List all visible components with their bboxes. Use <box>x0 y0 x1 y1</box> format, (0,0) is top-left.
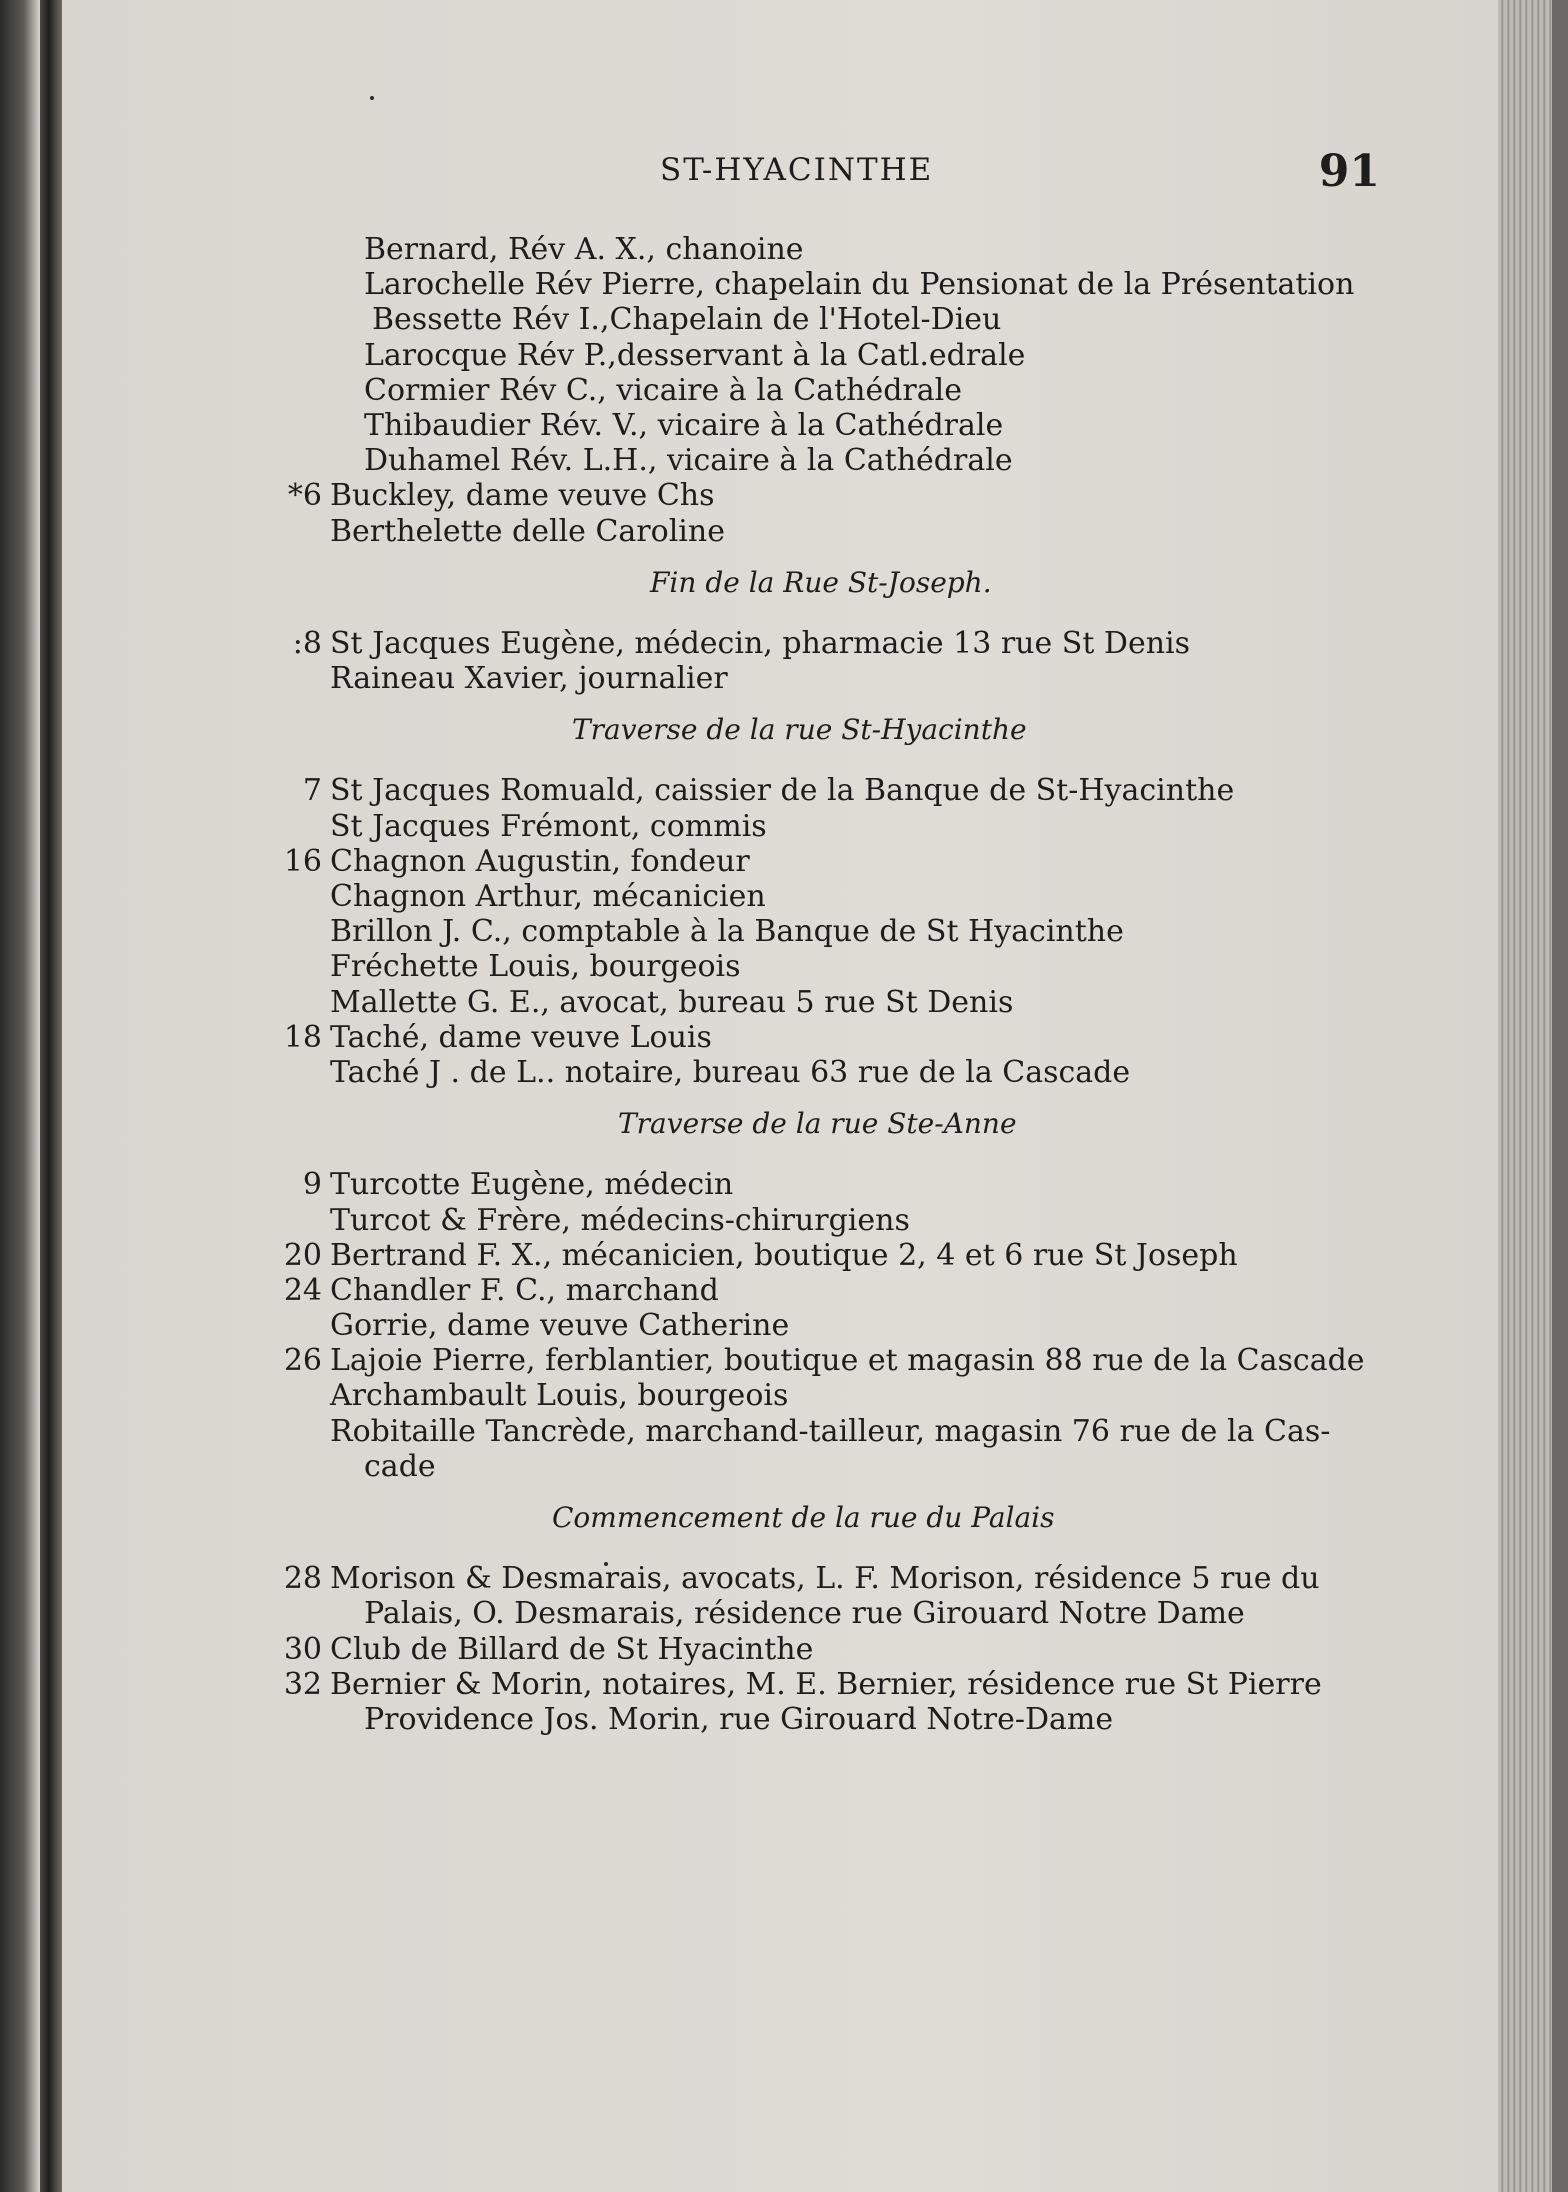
entry-text: Raineau Xavier, journalier <box>330 661 728 697</box>
section-heading: Traverse de la rue St-Hyacinthe <box>572 713 1027 747</box>
entry-line <box>283 843 1380 879</box>
entry-line <box>330 408 1380 443</box>
entry-text: Chagnon Augustin, fondeur <box>330 843 750 879</box>
entry-text: Morison & Desmarais, avocats, L. F. Morison, résidence 5 rue du <box>330 1561 1320 1597</box>
entry-block <box>292 625 1380 697</box>
section-heading: Commencement de la rue du Palais <box>552 1501 1055 1534</box>
house-number: 26 <box>283 1343 322 1379</box>
entry-text: Lajoie Pierre, ferblantier, boutique et magasin 88 rue de la Cascade <box>330 1343 1365 1379</box>
page-number: 91 <box>1318 146 1380 197</box>
entry-line <box>330 1414 1380 1449</box>
house-number: 24 <box>283 1272 322 1308</box>
entry-text: Turcot & Frère, médecins-chirurgiens <box>330 1202 910 1238</box>
entry-text: Duhamel Rév. L.H., vicaire à la Cathédrale <box>364 443 1013 479</box>
entry-text: Archambault Louis, bourgeois <box>330 1378 789 1414</box>
entry-text: Bernard, Rév A. X., chanoine <box>364 232 804 267</box>
book-spine <box>40 0 62 2192</box>
entry-text: Palais, O. Desmarais, résidence rue Girouard Notre Dame <box>364 1596 1245 1632</box>
running-title: ST-HYACINTHE <box>660 152 934 188</box>
entry-line <box>330 267 1380 302</box>
entry-line <box>330 514 1380 549</box>
entry-text: Gorrie, dame veuve Catherine <box>330 1308 790 1344</box>
entry-text: Robitaille Tancrède, marchand-tailleur, magasin 76 rue de la Cas- <box>330 1413 1331 1449</box>
entry-text: Brillon J. C., comptable à la Banque de St Hyacinthe <box>330 914 1124 950</box>
entry-line <box>330 1055 1380 1090</box>
entry-text: Taché J . de L.. notaire, bureau 63 rue de la Cascade <box>330 1054 1131 1090</box>
entry-line <box>292 625 1380 661</box>
entry-line <box>283 1019 1380 1055</box>
entry-line <box>330 443 1380 478</box>
entry-line <box>330 1308 1380 1343</box>
entry-line <box>330 1449 1380 1484</box>
entry-text: Taché, dame veuve Louis <box>330 1019 712 1055</box>
house-number: 30 <box>283 1631 322 1667</box>
entry-text: Berthelette delle Caroline <box>330 513 725 549</box>
entry-line <box>330 914 1380 949</box>
entry-line <box>330 879 1380 914</box>
section-heading: Fin de la Rue St-Joseph. <box>650 565 992 599</box>
entry-text: Larochelle Rév Pierre, chapelain du Pensionat de la Présentation <box>364 267 1355 303</box>
directory-listing <box>283 232 1380 1737</box>
entry-block <box>330 232 1380 478</box>
entry-block <box>287 478 1380 549</box>
entry-line <box>283 1631 1380 1667</box>
section-heading: Traverse de la rue Ste-Anne <box>618 1107 1017 1141</box>
entry-line <box>330 1203 1380 1238</box>
entry-line <box>283 1237 1380 1273</box>
house-number: 20 <box>283 1237 322 1273</box>
entry-text: Bessette Rév I.,Chapelain de l'Hotel-Dieu <box>372 302 1002 338</box>
entry-text: Providence Jos. Morin, rue Girouard Notre-Dame <box>364 1701 1114 1737</box>
entry-text: Bertrand F. X., mécanicien, boutique 2, 4 et 6 rue St Joseph <box>330 1237 1238 1273</box>
entry-text: Larocque Rév P.,desservant à la Catl.edrale <box>364 337 1026 373</box>
entry-line <box>330 1702 1380 1737</box>
entry-line <box>330 985 1380 1020</box>
entry-text: cade <box>364 1448 436 1484</box>
entry-line <box>302 1167 1380 1203</box>
entry-line <box>330 373 1380 408</box>
house-number: *6 <box>287 478 322 514</box>
ink-speck <box>370 96 374 100</box>
entry-line <box>330 338 1380 373</box>
house-number: 16 <box>283 843 322 879</box>
entry-block <box>283 773 1380 1090</box>
house-number: 7 <box>302 773 322 809</box>
entry-line <box>302 773 1380 809</box>
entry-line <box>287 478 1380 514</box>
entry-line <box>283 1343 1380 1379</box>
entry-text: Chagnon Arthur, mécanicien <box>330 879 766 914</box>
entry-text: St Jacques Frémont, commis <box>330 808 767 844</box>
entry-text: St Jacques Romuald, caissier de la Banque de St-Hyacinthe <box>330 773 1235 809</box>
house-number: 28 <box>283 1561 322 1597</box>
entry-line <box>330 1378 1380 1413</box>
house-number: 9 <box>302 1167 322 1203</box>
entry-line <box>330 809 1380 844</box>
entry-block <box>283 1561 1380 1737</box>
entry-line <box>330 232 1380 267</box>
entry-block <box>283 1167 1380 1484</box>
page-header <box>660 146 1380 202</box>
entry-text: St Jacques Eugène, médecin, pharmacie 13 rue St Denis <box>330 625 1191 661</box>
entry-text: Cormier Rév C., vicaire à la Cathédrale <box>364 372 962 408</box>
house-number: 18 <box>283 1019 322 1055</box>
entry-line <box>330 949 1380 984</box>
house-number: :8 <box>292 625 322 661</box>
house-number: 32 <box>283 1666 322 1702</box>
entry-text: Thibaudier Rév. V., vicaire à la Cathédrale <box>364 407 1004 443</box>
entry-text: Chandler F. C., marchand <box>330 1272 719 1308</box>
entry-text: Buckley, dame veuve Chs <box>330 478 715 514</box>
entry-line <box>283 1272 1380 1308</box>
entry-line <box>330 302 1380 337</box>
entry-text: Mallette G. E., avocat, bureau 5 rue St Denis <box>330 984 1014 1020</box>
entry-text: Turcotte Eugène, médecin <box>330 1167 734 1203</box>
entry-text: Fréchette Louis, bourgeois <box>330 949 741 985</box>
entry-text: Club de Billard de St Hyacinthe <box>330 1631 814 1667</box>
entry-text: Bernier & Morin, notaires, M. E. Bernier, résidence rue St Pierre <box>330 1666 1322 1702</box>
entry-line <box>283 1666 1380 1702</box>
entry-line <box>330 661 1380 696</box>
entry-line <box>330 1596 1380 1631</box>
page-edge-shadow <box>1552 0 1568 2192</box>
entry-line <box>283 1561 1380 1597</box>
